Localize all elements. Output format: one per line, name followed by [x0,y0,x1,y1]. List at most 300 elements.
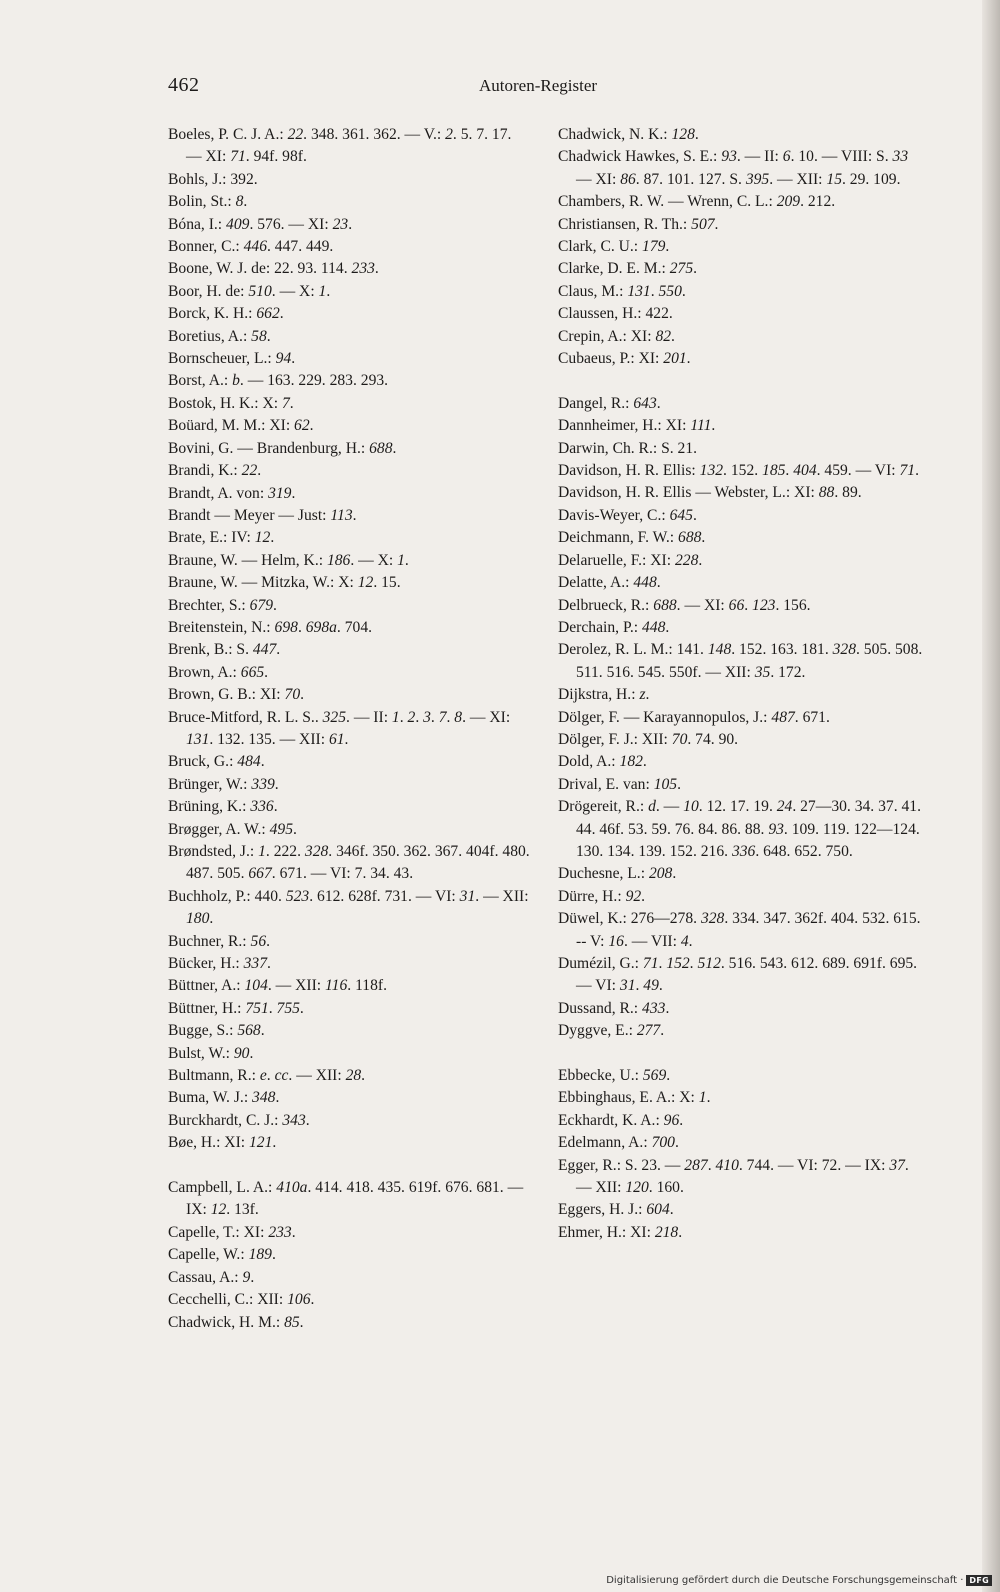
index-entry [168,415,530,437]
entry-text: . [430,708,439,726]
entry-text: Brøgger, A. W.: [168,820,270,838]
entry-text: Egger, R.: S. 23. — [558,1156,685,1174]
entry-ref-italic: 15 [826,170,842,188]
entry-ref-italic: 433 [642,999,666,1017]
entry-text: . [279,305,284,323]
entry-text: . 348. 361. 362. — V.: [303,126,446,143]
entry-ref-italic: 688 [369,439,393,457]
entry-text: Drival, E. van: [558,775,654,793]
index-entry [558,348,926,370]
entry-ref-italic: 70 [671,730,688,748]
entry-ref-italic: 336 [250,798,274,816]
index-entry [168,1267,530,1289]
entry-text: . [711,417,716,435]
entry-text: Derolez, R. L. M.: 141. [558,641,708,659]
entry-text: . 447. 449. [267,238,334,256]
entry-text: . [392,439,397,457]
entry-ref-italic: 66 [728,596,745,614]
entry-text: . [274,775,279,793]
entry-text: . [915,462,919,480]
entry-ref-italic: 510 [248,282,272,300]
entry-text: . [273,798,278,816]
index-entry [558,707,926,729]
entry-ref-italic: 4 [680,932,689,950]
entry-text: . 29. 109. [841,170,901,188]
entry-ref-italic: 123 [752,596,776,614]
entry-ref-italic: 446 [243,238,267,256]
entry-ref-italic: 96 [663,1111,680,1129]
entry-ref-italic: 336 [731,842,756,860]
entry-ref-italic: 688 [678,529,702,547]
entry-ref-italic: 116 [325,977,348,995]
entry-ref-italic: 1 [397,551,405,569]
index-entry [168,236,530,258]
entry-ref-italic: 277 [636,1022,661,1040]
entry-text: Edelmann, A.: [558,1134,652,1152]
entry-text: . [209,910,214,928]
index-entry [168,684,530,706]
entry-text: . [678,1223,683,1241]
entry-text: Delbrueck, R.: [558,596,654,614]
entry-ref-italic: b [232,372,240,390]
entry-ref-italic: 104 [244,977,268,995]
entry-text: Bulst, W.: [168,1044,234,1062]
entry-text: Bovini, G. — Brandenburg, H.: [168,439,370,457]
entry-text: . — XII: [769,170,827,188]
entry-text: Davidson, H. R. Ellis — Webster, L.: XI: [558,484,819,502]
entry-ref-italic: 131 [186,730,210,748]
entry-text: Delaruelle, F.: XI: [558,551,675,569]
entry-ref-italic: 28 [345,1067,362,1085]
entry-ref-italic: 1 [318,282,327,300]
entry-text: . 671. [794,708,830,726]
entry-ref-italic: 507 [691,215,715,233]
entry-ref-italic: 410 [715,1156,739,1174]
entry-text: Brown, A.: [168,663,241,681]
index-entry [558,258,926,280]
index-entry [168,326,530,348]
index-entry [168,460,530,482]
entry-text: . [275,1089,280,1107]
entry-text: . [744,596,753,614]
entry-ref-italic: 328 [832,641,856,659]
index-entry [558,572,926,594]
entry-text: . [669,1201,674,1219]
entry-text: Brate, E.: IV: [168,529,255,547]
entry-text: Chambers, R. W. — Wrenn, C. L.: [558,193,777,211]
entry-ref-italic: 105 [653,775,678,793]
entry-text: . [674,1134,679,1152]
index-entry [168,191,530,213]
entry-text: . [266,327,271,345]
index-entry [168,617,530,639]
entry-text: . [658,955,667,973]
entry-text: Bugge, S.: [168,1022,238,1040]
index-entry [558,191,926,213]
entry-text: . — XI: [462,708,515,726]
entry-ref-italic: 49 [643,977,659,995]
index-entry [168,393,530,415]
index-entry [558,1132,926,1154]
entry-text: . [706,1089,711,1107]
index-entry [558,460,926,482]
entry-ref-italic: 131 [627,282,651,300]
entry-ref-italic: 106 [287,1291,311,1309]
entry-text: Darwin, Ch. R.: S. 21. [558,439,698,457]
entry-ref-italic: 523 [285,887,310,905]
entry-text: . 160. [648,1179,684,1197]
entry-ref-italic: 410a [276,1179,308,1197]
entry-text: Borck, K. H.: [168,305,257,323]
entry-text: Boone, W. J. de: 22. 93. 114. [168,260,352,278]
entry-text: . [352,506,357,524]
index-entry [168,1087,530,1109]
entry-ref-italic: 111 [690,417,712,435]
entry-ref-italic: 201 [663,350,687,368]
entry-text: . 744. — VI: 72. — IX: [738,1156,890,1174]
entry-ref-italic: 287 [684,1156,708,1174]
entry-ref-italic: 121 [249,1134,273,1152]
entry-text: Bornscheuer, L.: [168,350,276,368]
index-entry [168,370,530,392]
index-entry [558,751,926,773]
index-entry [168,975,530,997]
entry-ref-italic: 233 [268,1223,292,1241]
index-entry [558,953,926,998]
entry-ref-italic: 1 [258,843,266,860]
entry-ref-italic: 82 [655,327,672,345]
index-entry [168,886,533,931]
entry-ref-italic: 275 [669,260,694,278]
index-entry [558,886,926,908]
letter-group-gap [168,1155,530,1177]
entry-text: Dold, A.: [558,753,620,771]
entry-text: Davis-Weyer, C.: [558,506,670,524]
index-entry [168,751,530,773]
index-entry [168,774,530,796]
entry-ref-italic: 645 [669,506,693,524]
entry-text: — XI: [576,148,913,188]
index-entry [558,393,926,415]
index-entry [558,1222,926,1244]
entry-ref-italic: 512 [697,955,721,973]
entry-ref-italic: 12 [254,529,271,547]
entry-text: . [289,394,294,412]
entry-ref-italic: 700 [651,1134,675,1152]
entry-text: Boretius, A.: [168,327,252,345]
index-entry [168,348,530,370]
entry-text: Ebbecke, U.: [558,1067,643,1085]
index-entry [168,819,530,841]
index-entry [558,908,926,953]
entry-ref-italic: 148 [707,641,732,659]
entry-ref-italic: 186 [326,551,351,569]
entry-text: Duchesne, L.: [558,865,649,883]
index-entry [168,124,530,169]
entry-ref-italic: 1 [391,708,400,726]
running-title: Autoren-Register [479,76,598,95]
entry-ref-italic: 182 [619,753,643,771]
entry-text: . 27—30. 34. 37. 41. 44. 46f. 53. 59. 76. 84. 86. 88. [576,798,925,838]
index-entry [168,505,530,527]
entry-ref-italic: 688 [653,596,677,614]
index-entry [168,796,530,818]
entry-text: Ebbinghaus, E. A.: X: [558,1089,699,1107]
entry-ref-italic: 698 [274,618,298,636]
entry-text: Bultmann, R.: [168,1067,260,1085]
entry-text: . [260,753,265,771]
entry-text: . [309,417,314,435]
entry-text: . [299,1313,304,1331]
index-entry [558,796,926,863]
entry-text: Braune, W. — Helm, K.: [168,551,327,569]
entry-text: . — X: [271,282,319,300]
page-header [168,74,920,104]
entry-text: . [344,730,349,748]
index-entry [558,303,926,325]
entry-text: . [250,1268,255,1286]
entry-ref-italic: 37 [889,1156,905,1174]
entry-ref-italic: z [639,686,646,704]
entry-ref-italic: 180 [186,910,210,928]
entry-text: Capelle, T.: XI: [168,1223,269,1241]
entry-text: . [665,618,670,636]
entry-ref-italic: 325 [322,708,347,726]
entry-text: . 5. 7. 17. — XI: [186,126,516,166]
entry-text: . [688,932,693,950]
entry-ref-italic: 447 [252,641,277,659]
entry-text: Deichmann, F. W.: [558,529,679,547]
entry-text: . — XII: [475,887,533,905]
entry-text: . 94f. 98f. [245,148,307,166]
index-entry [168,639,530,661]
entry-ref-italic: 343 [282,1111,306,1129]
entry-text: Bruce-Mitford, R. L. S.. [168,708,323,726]
entry-text: Braune, W. — Mitzka, W.: X: [168,574,358,592]
index-entry [168,953,530,975]
index-column-left [168,124,534,1334]
index-entry [168,169,530,191]
entry-ref-italic: 94 [275,350,292,368]
entry-ref-italic: 604 [646,1201,670,1219]
entry-text: Brøndsted, J.: [168,843,259,860]
entry-text: . [658,977,663,995]
entry-text: . [399,708,408,726]
entry-text: . 346f. 350. 362. 367. 404f. 480. 487. 505. [186,843,534,883]
entry-ref-italic: 348 [252,1089,276,1107]
entry-ref-italic: 328 [700,910,725,928]
entry-text: . [694,126,699,143]
entry-ref-italic: 93 [721,148,737,166]
entry-text: . [361,1067,366,1085]
entry-text: . [348,215,353,233]
entry-text: . 576. — XI: [249,215,333,233]
entry-text: Boüard, M. M.: XI: [168,417,295,435]
entry-text: . [310,1291,315,1309]
index-entry [168,527,530,549]
entry-text: . [272,1134,277,1152]
entry-text: Dangel, R.: [558,394,634,412]
entry-text: Brandt, A. von: [168,484,269,502]
index-entry [168,1244,530,1266]
entry-text: . 516. 543. 612. 689. 691f. 695. — VI: [576,955,921,995]
entry-text: . [305,1111,310,1129]
entry-text: Clark, C. U.: [558,238,643,256]
index-entry [558,729,926,751]
index-entry [558,505,926,527]
entry-ref-italic: 61 [328,730,345,748]
entry-text: . [686,350,691,368]
entry-text: . [672,865,677,883]
entry-ref-italic: 755 [276,999,300,1017]
entry-text: Cassau, A.: [168,1268,243,1286]
entry-text: . 87. 101. 127. S. [635,170,746,188]
entry-ref-italic: 85 [284,1313,300,1331]
index-entry [558,684,926,706]
entry-text: Bøe, H.: XI: [168,1134,249,1152]
entry-text: . [635,977,644,995]
entry-text: Delatte, A.: [558,574,634,592]
entry-text: . — XII: [288,1067,346,1085]
entry-text: . [293,820,297,838]
index-entry [558,595,926,617]
entry-text: . [326,282,331,300]
entry-ref-italic: 8 [454,708,463,726]
entry-text: . [266,1067,275,1085]
index-entry [168,1222,530,1244]
entry-ref-italic: 448 [633,574,657,592]
entry-text: . — XI: [676,596,729,614]
entry-text: . — II: [736,148,783,166]
entry-ref-italic: 86 [620,170,636,188]
entry-text: . — II: [346,708,392,726]
index-entry [168,1177,530,1222]
entry-text: Brenk, B.: S. [168,641,253,659]
footer-credit-text: Digitalisierung gefördert durch die Deutsche Forschungsgemeinschaft · [606,1575,964,1586]
index-entry [558,438,926,460]
entry-text: Dussand, R.: [558,999,643,1017]
entry-ref-italic: 189 [248,1246,272,1264]
entry-text: . [689,955,698,973]
index-entry [168,550,530,572]
entry-ref-italic: 667 [248,865,272,883]
index-entry [558,236,926,258]
page-number: 462 [168,74,200,96]
index-entry [168,303,530,325]
entry-text: Claussen, H.: 422. [558,305,673,323]
entry-text: . [291,484,296,502]
entry-text: Bruck, G.: [168,753,238,771]
entry-ref-italic: 93 [768,820,784,838]
entry-text: Büttner, H.: [168,999,246,1017]
index-entry [168,572,530,594]
entry-text: Dölger, F. J.: XII: [558,730,672,748]
entry-text: . [650,282,659,300]
index-entry [558,1110,926,1132]
entry-text: . [273,596,277,614]
entry-text: Boor, H. de: [168,282,249,300]
index-entry [558,1155,926,1200]
entry-text: Claus, M.: [558,282,628,300]
entry-text: . [268,999,277,1017]
entry-text: . [665,999,670,1017]
index-entry [168,841,534,886]
entry-ref-italic: 33 [892,148,909,166]
entry-text: . [276,641,281,659]
entry-text: Breitenstein, N.: [168,618,275,636]
entry-text: . [404,551,409,569]
entry-text: . 12. 17. 19. [698,798,777,816]
index-entry [558,326,926,348]
index-entry [558,124,926,146]
entry-text: . [693,260,698,278]
entry-text: Buma, W. J.: [168,1089,253,1107]
entry-ref-italic: 679 [249,596,274,614]
entry-text: . [300,686,305,704]
entry-text: Bonner, C.: [168,238,244,256]
entry-text: . [260,1022,265,1040]
entry-text: Brown, G. B.: XI: [168,686,285,704]
entry-ref-italic: 2 [445,126,453,143]
index-entry [558,1065,926,1087]
index-entry [558,550,926,572]
index-entry [558,639,926,684]
dfg-logo: DFG [966,1575,992,1586]
index-entry [558,1087,926,1109]
entry-text: Bolin, St.: [168,193,236,211]
entry-text: . 152. 163. 181. [731,641,833,659]
entry-text: Buchholz, P.: 440. [168,887,286,905]
entry-text: . [681,282,686,300]
index-entry [168,1132,530,1154]
entry-ref-italic: 643 [633,394,657,412]
entry-ref-italic: 665 [240,663,265,681]
entry-ref-italic: 404 [793,462,817,480]
entry-ref-italic: 71 [899,462,916,480]
index-entry [168,1065,530,1087]
entry-text: . 109. 119. 122—124. 130. 134. 139. 152. 216. [576,820,924,860]
entry-text: . 89. [834,484,862,502]
entry-text: . 15. [373,574,401,592]
entry-ref-italic: 12 [357,574,374,592]
entry-text: . [656,394,661,412]
entry-text: Bücker, H.: [168,955,244,973]
entry-text: . [264,663,269,681]
entry-text: Dannheimer, H.: XI: [558,417,691,435]
entry-ref-italic: 71 [230,148,246,166]
entry-text: Dijkstra, H.: [558,686,640,704]
entry-ref-italic: 495 [269,820,293,838]
entry-ref-italic: e [259,1067,267,1085]
index-entry [558,1020,926,1042]
page-edge-shadow [982,0,1000,1592]
index-entry [168,1043,530,1065]
entry-text: Chadwick, N. K.: [558,126,672,143]
entry-text: . [679,1111,684,1129]
entry-ref-italic: 395 [745,170,770,188]
entry-ref-italic: cc [274,1067,289,1085]
entry-text: . 505. 508. 511. 516. 545. 550f. — XII: [576,641,927,681]
entry-text: Cecchelli, C.: XII: [168,1291,288,1309]
entry-text: . 74. 90. [687,730,739,748]
entry-ref-italic: 698a [305,618,337,636]
entry-text: Dürre, H.: [558,887,626,905]
entry-text: . [701,529,706,547]
entry-text: . [291,1223,296,1241]
entry-text: . [271,1246,276,1264]
index-entry [168,1020,530,1042]
entry-text: . [645,686,650,704]
